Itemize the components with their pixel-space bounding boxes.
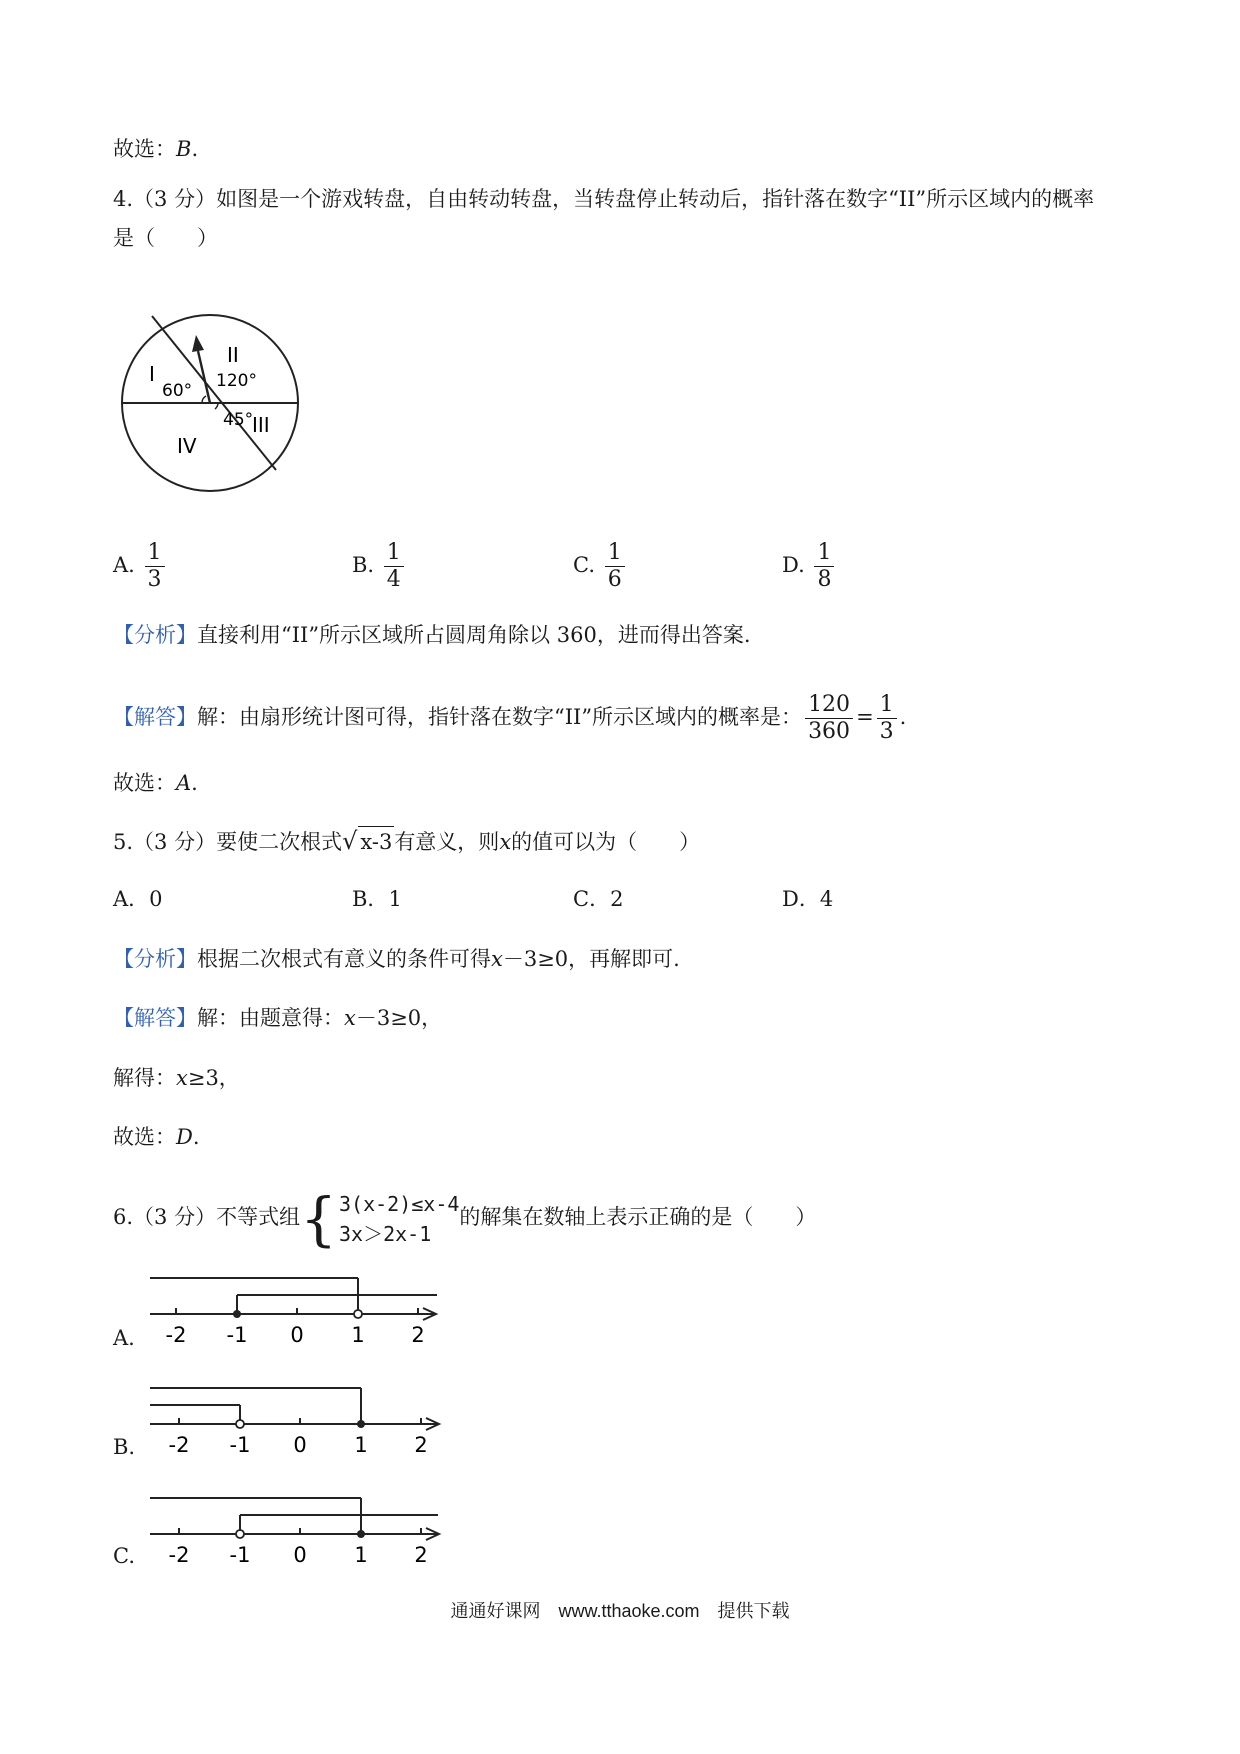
option-label: C． (573, 887, 611, 911)
variable: x (491, 947, 503, 971)
q6-stem (113, 1180, 816, 1254)
equals-sign: = (856, 705, 874, 729)
solution-text: 解：由题意得： (197, 1006, 344, 1030)
option-label: B． (352, 887, 389, 911)
solution-fraction-1 (805, 692, 853, 745)
q6-option-a-numberline (140, 1268, 450, 1358)
q5-option-c[interactable] (573, 884, 623, 914)
tick-label: 2 (411, 1323, 425, 1347)
angle-120-label: 120° (216, 371, 257, 391)
radicand: x-3 (358, 826, 394, 857)
stem-middle: 有意义，则 (394, 830, 500, 854)
numerator: 1 (145, 540, 165, 567)
solution-rest: －3≥0， (355, 1006, 443, 1030)
numerator: 1 (605, 540, 625, 567)
analysis-tag: 【分析】 (113, 947, 197, 971)
tick-label: -2 (165, 1323, 187, 1347)
option-label: D． (782, 887, 820, 911)
q5-option-d[interactable] (782, 884, 833, 914)
denominator: 8 (817, 567, 832, 592)
option-value: 2 (610, 887, 624, 911)
region-III-label: III (252, 413, 270, 437)
q6-option-b-label[interactable]: B. (113, 1435, 136, 1459)
solution-tag: 【解答】 (113, 705, 197, 729)
q5-option-a[interactable] (113, 884, 163, 914)
page-footer: 通通好课网 www.tthaoke.com 提供下载 (450, 1601, 790, 1621)
option-label: C. (573, 553, 595, 577)
answer-end: . (191, 137, 199, 161)
tick-label: 0 (290, 1323, 304, 1347)
tick-label: 2 (414, 1543, 428, 1567)
analysis-rest: －3≥0，再解即可. (502, 947, 680, 971)
option-fraction (384, 540, 404, 593)
tick-label: -1 (226, 1323, 248, 1347)
tick-label: -1 (229, 1433, 251, 1457)
tick-label: 0 (293, 1433, 307, 1457)
tick-label: -1 (229, 1543, 251, 1567)
option-value: 1 (388, 887, 402, 911)
variable: x (344, 1006, 356, 1030)
solution-fraction-2 (877, 692, 897, 745)
option-label: A． (113, 887, 150, 911)
answer-letter: B (176, 137, 192, 161)
option-label: B. (352, 553, 375, 577)
numerator: 1 (877, 692, 897, 719)
q4-stem-line2: 是（ ） (113, 226, 218, 250)
numerator: 1 (814, 540, 834, 567)
stem-suffix: 的值可以为（ ） (511, 830, 701, 854)
answer-prefix: 故选： (113, 771, 176, 795)
radical-sign: √ (342, 827, 358, 855)
q5-analysis (113, 944, 680, 974)
tick-label: 1 (354, 1543, 368, 1567)
option-value: 4 (819, 887, 834, 911)
solution-tag: 【解答】 (113, 1006, 197, 1030)
tick-label: 2 (414, 1433, 428, 1457)
option-label: D. (782, 553, 805, 577)
analysis-tag: 【分析】 (113, 623, 197, 647)
inequality-2: 3x＞2x-1 (338, 1221, 432, 1246)
spinner-figure (112, 305, 308, 501)
option-value: 0 (149, 887, 163, 911)
answer-prefix: 故选： (113, 137, 176, 161)
system-lines (339, 1189, 459, 1249)
analysis-text: 根据二次根式有意义的条件可得 (197, 947, 491, 971)
denominator: 3 (147, 567, 162, 592)
tick-label: 1 (354, 1433, 368, 1457)
angle-45-label: 45° (223, 410, 254, 430)
q6-option-a-label[interactable]: A. (113, 1326, 135, 1350)
region-II-label: II (227, 343, 239, 367)
denominator: 3 (879, 719, 894, 744)
solution-text: 解：由扇形统计图可得，指针落在数字“II”所示区域内的概率是： (197, 705, 803, 729)
prev-answer-line (113, 134, 198, 164)
q4-option-a[interactable] (113, 540, 168, 593)
denominator: 360 (808, 719, 851, 744)
brace: { (300, 1184, 337, 1253)
q5-solution (113, 1003, 442, 1033)
tick-label: -2 (168, 1543, 190, 1567)
numerator: 120 (805, 692, 853, 719)
option-label: A. (113, 553, 135, 577)
q6-option-c-label[interactable]: C. (113, 1544, 135, 1568)
region-IV-label: IV (177, 434, 197, 458)
stem-suffix: 的解集在数轴上表示正确的是（ ） (459, 1205, 817, 1229)
denominator: 6 (607, 567, 622, 592)
q4-analysis (113, 620, 751, 650)
inequality-system (300, 1184, 460, 1253)
solve-rest: ≥3， (187, 1066, 240, 1090)
q4-answer-line (113, 768, 198, 798)
stem-prefix: 6.（3 分）不等式组 (113, 1205, 301, 1229)
answer-end: . (192, 1125, 200, 1149)
answer-prefix: 故选： (113, 1125, 176, 1149)
option-fraction (605, 540, 625, 593)
answer-letter: D (176, 1125, 193, 1149)
solution-end: . (899, 705, 907, 729)
option-fraction (814, 540, 834, 593)
tick-label: -2 (168, 1433, 190, 1457)
q4-option-d[interactable] (782, 540, 837, 593)
q5-option-b[interactable] (352, 884, 402, 914)
q4-solution (113, 692, 906, 745)
analysis-text: 直接利用“II”所示区域所占圆周角除以 360，进而得出答案. (197, 623, 751, 647)
variable: x (499, 830, 512, 854)
tick-label: 0 (293, 1543, 307, 1567)
q5-answer-line (113, 1122, 200, 1152)
angle-60-label: 60° (162, 381, 193, 401)
stem-prefix: 5.（3 分）要使二次根式 (113, 830, 343, 854)
q4-option-b[interactable] (352, 540, 407, 593)
option-fraction (145, 540, 165, 593)
q6-option-b-numberline (140, 1378, 450, 1468)
denominator: 4 (386, 567, 401, 592)
solve-prefix: 解得： (113, 1066, 176, 1090)
q4-option-c[interactable] (573, 540, 628, 593)
q5-solve-line (113, 1063, 240, 1093)
tick-label: 1 (351, 1323, 365, 1347)
q6-option-c-numberline (140, 1488, 450, 1578)
numerator: 1 (384, 540, 404, 567)
variable: x (176, 1066, 188, 1090)
q4-stem-line1: 4.（3 分）如图是一个游戏转盘，自由转动转盘，当转盘停止转动后，指针落在数字“II”所示区域内的概率 (113, 187, 1095, 211)
answer-letter: A (176, 771, 192, 795)
region-I-label: I (149, 362, 155, 386)
q5-stem (113, 826, 700, 857)
inequality-1: 3(x-2)≤x-4 (338, 1191, 460, 1216)
answer-end: . (191, 771, 198, 795)
